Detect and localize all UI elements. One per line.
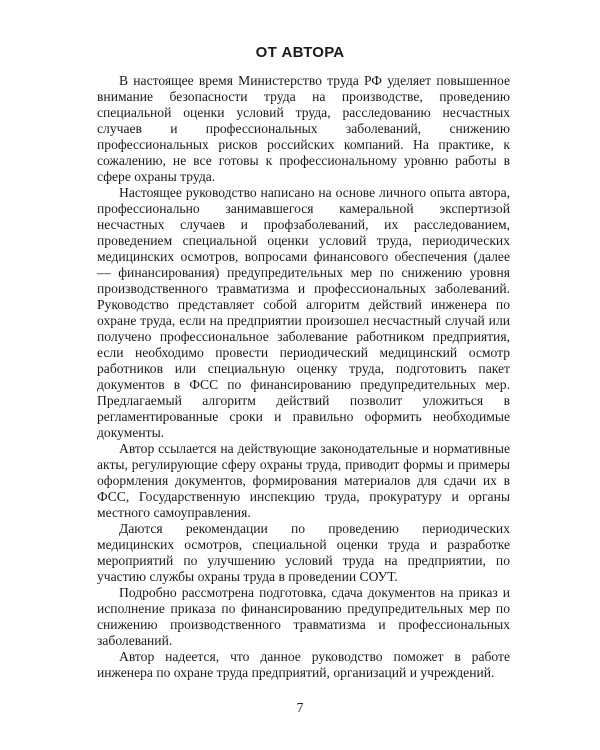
paragraph-6: Автор надеется, что данное руководство поможет в работе инженера по охране труда предприятий, организаций и учреждений. bbox=[97, 649, 510, 680]
paragraph-4: Даются рекомендации по проведению периодических медицинских осмотров, специальной оценки труда и разработке мероприятий по улучшению условий труда на предприятии, по участию службы охраны труда в проведении СОУТ. bbox=[97, 521, 510, 584]
paragraph-2: Настоящее руководство написано на основе личного опыта автора, профессионально занимавшегося камеральной экспертизой несчастных случаев и профзаболеваний, их расследованием, проведением специальной оценки условий труда, периодических медицинских осмотров, вопросами финансового обеспечения (далее — финансирования) предупредительных мер по снижению уровня производственного травматизма и профессиональных заболеваний. Руководство представляет собой алгоритм действий инженера по охране труда, если на предприятии произошел несчастный случай или получено профессиональное заболевание работником предприятия, если необходимо провести периодический медицинский осмотр работников или специальную оценку труда, подготовить пакет документов в ФСС по финансированию предупредительных мер. Предлагаемый алгоритм действий позволит уложиться в регламентированные сроки и правильно оформить необходимые документы. bbox=[97, 185, 510, 440]
paragraph-3: Автор ссылается на действующие законодательные и нормативные акты, регулирующие сферу охраны труда, приводит формы и примеры оформления документов, формирования материалов для сдачи их в ФСС, Государственную инспекцию труда, прокуратуру и органы местного самоуправления. bbox=[97, 441, 510, 520]
page-number: 7 bbox=[296, 700, 304, 715]
body-text bbox=[97, 73, 510, 681]
paragraph-5: Подробно рассмотрена подготовка, сдача документов на приказ и исполнение приказа по финансированию предупредительных мер по снижению производственного травматизма и профессиональных заболеваний. bbox=[97, 585, 510, 648]
paragraph-1: В настоящее время Министерство труда РФ уделяет повышенное внимание безопасности труда на производстве, проведению специальной оценки условий труда, расследованию несчастных случаев и профессиональных заболеваний, снижению профессиональных рисков российских компаний. На практике, к сожалению, не все готовы к профессиональному уровню работы в сфере охраны труда. bbox=[97, 73, 510, 184]
page-title: ОТ АВТОРА bbox=[255, 44, 345, 61]
